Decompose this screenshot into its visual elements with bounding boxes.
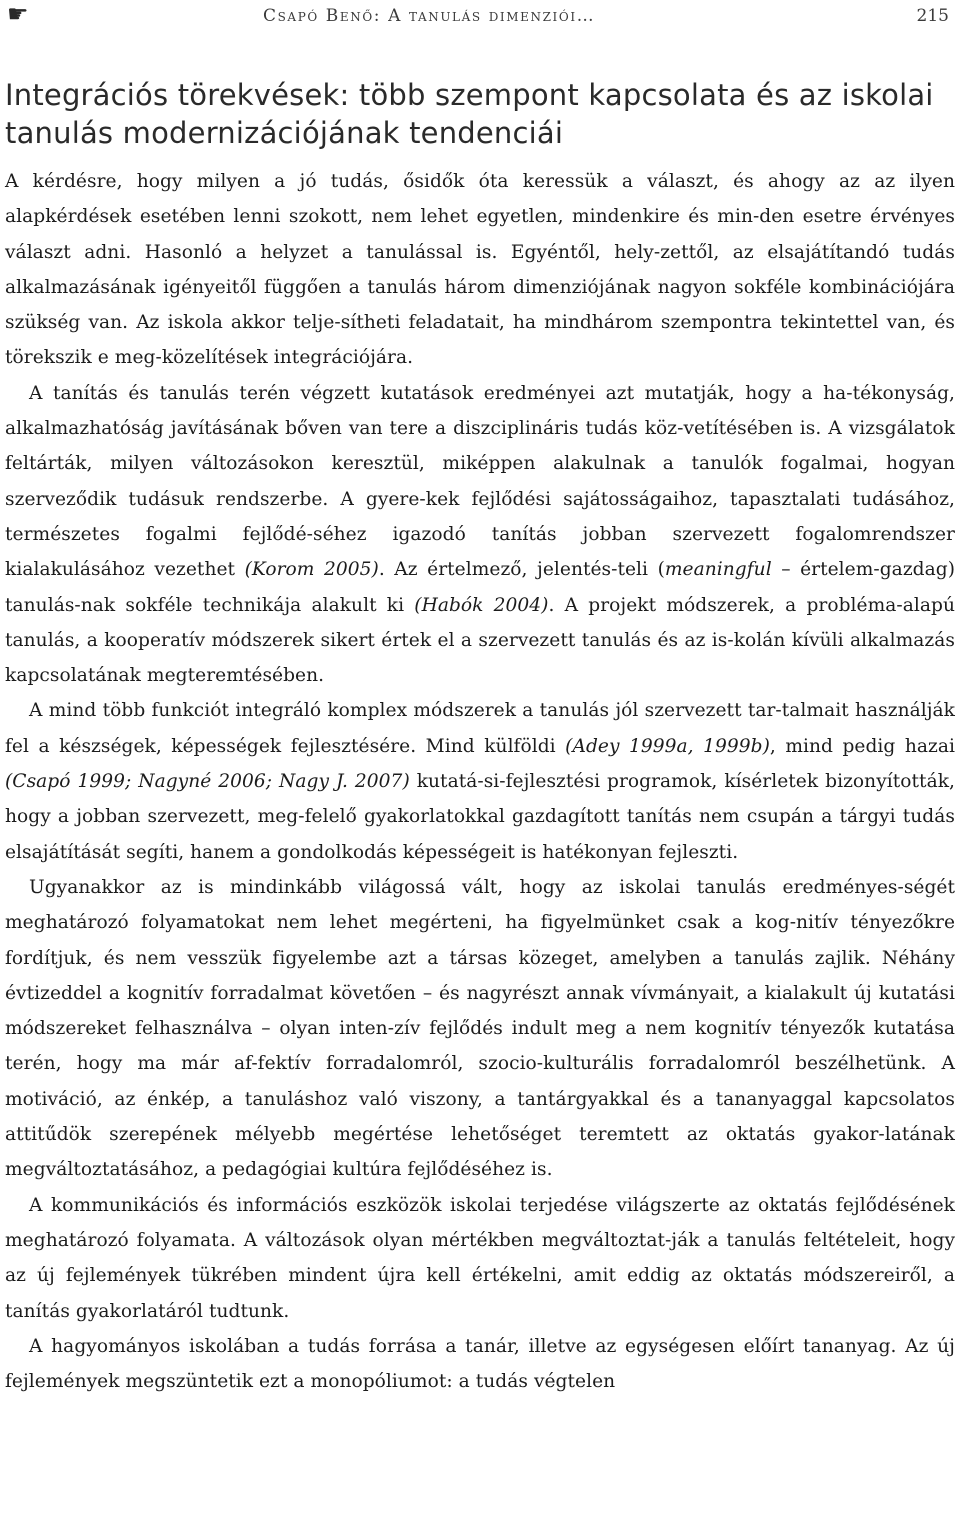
paragraph-text: , mind pedig hazai bbox=[769, 735, 955, 757]
citation: (Adey 1999a, 1999b) bbox=[565, 735, 770, 757]
citation: meaningful bbox=[664, 559, 772, 581]
paragraph-text: A hagyományos iskolában a tudás forrása a tanár, illetve az egységesen előírt tananyag. Az új fejlemények megszüntetik ezt a monopóliumot: a tudás végtelen bbox=[5, 1335, 955, 1393]
paragraph-text: kutatá-si-fejlesztési programok, kísérletek bizonyították, hogy a jobban szervezett, meg-felelő gyakorlatokkal gazdagított tanítás nem csupán a tárgyi tudás elsajátítását segíti, hanem a gondolkodás képességeit is hatékonyan fejleszti. bbox=[5, 771, 955, 863]
citation: (Korom 2005) bbox=[244, 559, 379, 581]
paragraph-text: Ugyanakkor az is mindinkább világossá vált, hogy az iskolai tanulás eredményes-ségét meghatározó folyamatokat nem lehet megérteni, ha figyelmünket csak a kog-nitív tényezőkre fordítjuk, és nem vesszük figyelembe azt a társas közeget, amelyben a tanulás zajlik. Néhány évtizeddel a kognitív forradalmat követően – és nagyrészt annak vívmányait, a kialakult új kutatási módszereket felhasználva – olyan inten-zív fejlődés indult meg a nem kognitív tényezők kutatása terén, hogy ma már af-fektív forradalomról, szocio-kulturális forradalomról beszélhetünk. A motiváció, az énkép, a tanuláshoz való viszony, a tantárgyakkal és a tananyaggal kapcsolatos attitűdök szerepének mélyebb megértése lehetőséget teremtett az oktatás gyakor-latának megváltoztatásához, a pedagógiai kultúra fejlődéséhez is. bbox=[5, 876, 955, 1181]
body-paragraph bbox=[5, 1188, 955, 1329]
page-number: 215 bbox=[916, 6, 949, 26]
paragraph-text: . Az értelmező, jelentés-teli ( bbox=[378, 559, 665, 581]
body-paragraph bbox=[5, 693, 955, 869]
paragraph-text: A kérdésre, hogy milyen a jó tudás, ősidők óta keressük a választ, és ahogy az az ilyen alapkérdések esetében lenni szokott, nem lehet egyetlen, mindenkire és min-den esetre érvényes választ adni. Hasonló a helyzet a tanulással is. Egyéntől, hely-zettől, az elsajátítandó tudás alkalmazásának igényeitől függően a tanulás három dimenziójának nagyon sokféle kombinációjára szükség van. Az iskola akkor telje-sítheti feladatait, ha mindhárom szempontra tekintettel van, és törekszik e meg-közelítések integrációjára. bbox=[5, 171, 955, 369]
document-page bbox=[5, 0, 955, 1399]
body-text bbox=[5, 164, 955, 1399]
section-heading: Integrációs törekvések: több szempont kapcsolata és az iskolai tanulás modernizációjának tendenciái bbox=[5, 78, 934, 150]
citation: (Habók 2004) bbox=[414, 594, 549, 616]
body-paragraph bbox=[5, 870, 955, 1188]
pointing-hand-icon: ☛ bbox=[7, 0, 29, 28]
paragraph-text: A kommunikációs és információs eszközök iskolai terjedése világszerte az oktatás fejlődésének meghatározó folyamata. A változások olyan mértékben megváltoztat-ják a tanulás feltételeit, hogy az új fejlemények tükrében mindent újra kell értékelni, amit eddig az oktatás módszereiről, a tanítás gyakorlatáról tudtunk. bbox=[5, 1194, 955, 1322]
body-paragraph bbox=[5, 1329, 955, 1400]
paragraph-text: – értelem-gazdag) tanulás-nak sokféle technikája alakult ki bbox=[5, 559, 956, 616]
body-paragraph bbox=[5, 164, 955, 376]
body-paragraph bbox=[5, 376, 955, 694]
citation: (Csapó 1999; Nagyné 2006; Nagy J. 2007) bbox=[5, 771, 410, 793]
running-header bbox=[5, 0, 955, 40]
paragraph-text: A tanítás és tanulás terén végzett kutatások eredményei azt mutatják, hogy a ha-tékonyság, alkalmazhatóság javításának bőven van tere a diszciplináris tudás köz-vetítésében is. A vizsgálatok feltárták, milyen változásokon keresztül, miképpen alakulnak a tanulók fogalmai, hogyan szerveződik tudásuk rendszerbe. A gyere-kek fejlődési sajátosságaihoz, tapasztalati tudásához, természetes fogalmi fejlődé-séhez igazodó tanítás jobban szervezett fogalomrendszer kialakulásához vezethet bbox=[5, 382, 955, 581]
running-header-title: Csapó Benő: A tanulás dimenziói… bbox=[263, 6, 596, 26]
paragraph-text: A mind több funkciót integráló komplex módszerek a tanulás jól szervezett tar-talmait használják fel a készségek, képességek fejlesztésére. Mind külföldi bbox=[5, 700, 955, 757]
paragraph-text: . A projekt módszerek, a probléma-alapú tanulás, a kooperatív módszerek sikert értek el a szervezett tanulás és az is-kolán kívüli alkalmazás kapcsolatának megteremtésében. bbox=[5, 594, 955, 687]
